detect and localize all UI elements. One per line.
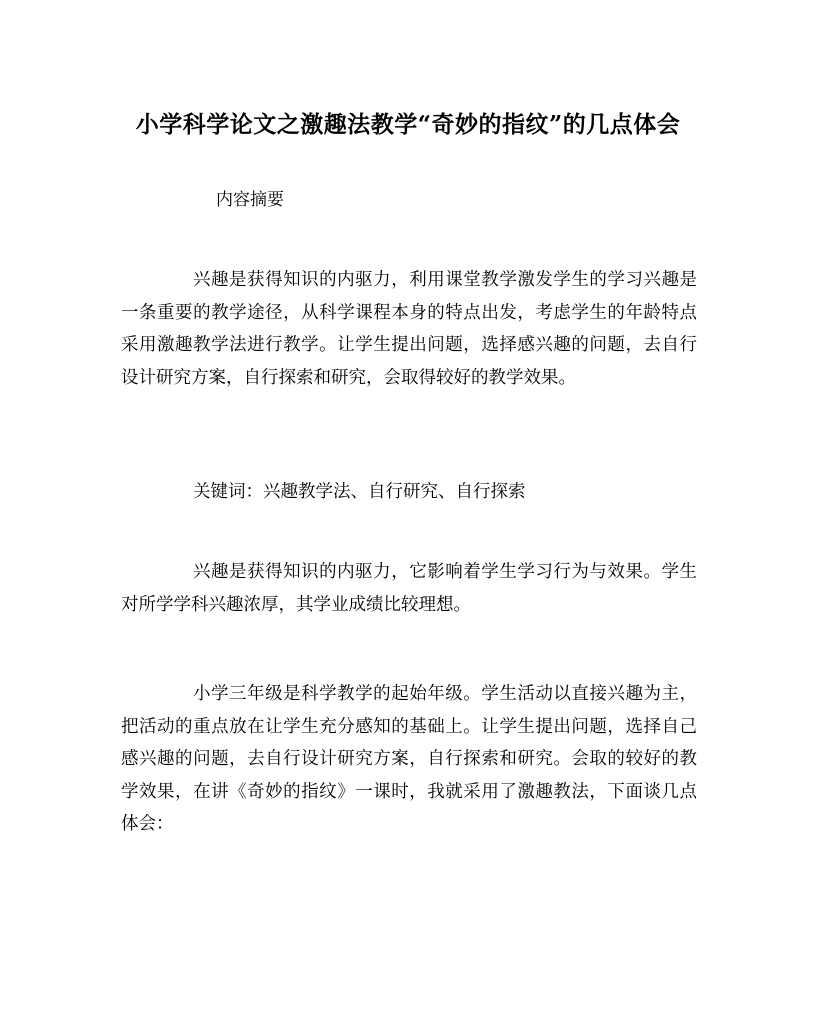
body-paragraph-2: 小学三年级是科学教学的起始年级。学生活动以直接兴趣为主，把活动的重点放在让学生充分感知的基础上。让学生提出问题，选择自己感兴趣的问题，去自行设计研究方案，自行探索和研究。会取的较好的教学效果，在讲《奇妙的指纹》一课时，我就采用了激趣教法，下面谈几点体会：: [121, 684, 697, 834]
keywords-line: 关键词：兴趣教学法、自行研究、自行探索: [193, 482, 526, 502]
abstract-paragraph: 兴趣是获得知识的内驱力，利用课堂教学激发学生的学习兴趣是一条重要的教学途径，从科学课程本身的特点出发，考虑学生的年龄特点采用激趣教学法进行教学。让学生提出问题，选择感兴趣的问题，去自行设计研究方案，自行探索和研究，会取得较好的教学效果。: [121, 270, 697, 388]
body-paragraph-1: 兴趣是获得知识的内驱力，它影响着学生学习行为与效果。学生对所学学科兴趣浓厚，其学业成绩比较理想。: [121, 562, 697, 615]
abstract-heading: 内容摘要: [216, 190, 284, 210]
document-title: 小学科学论文之激趣法教学“奇妙的指纹”的几点体会: [135, 111, 681, 138]
